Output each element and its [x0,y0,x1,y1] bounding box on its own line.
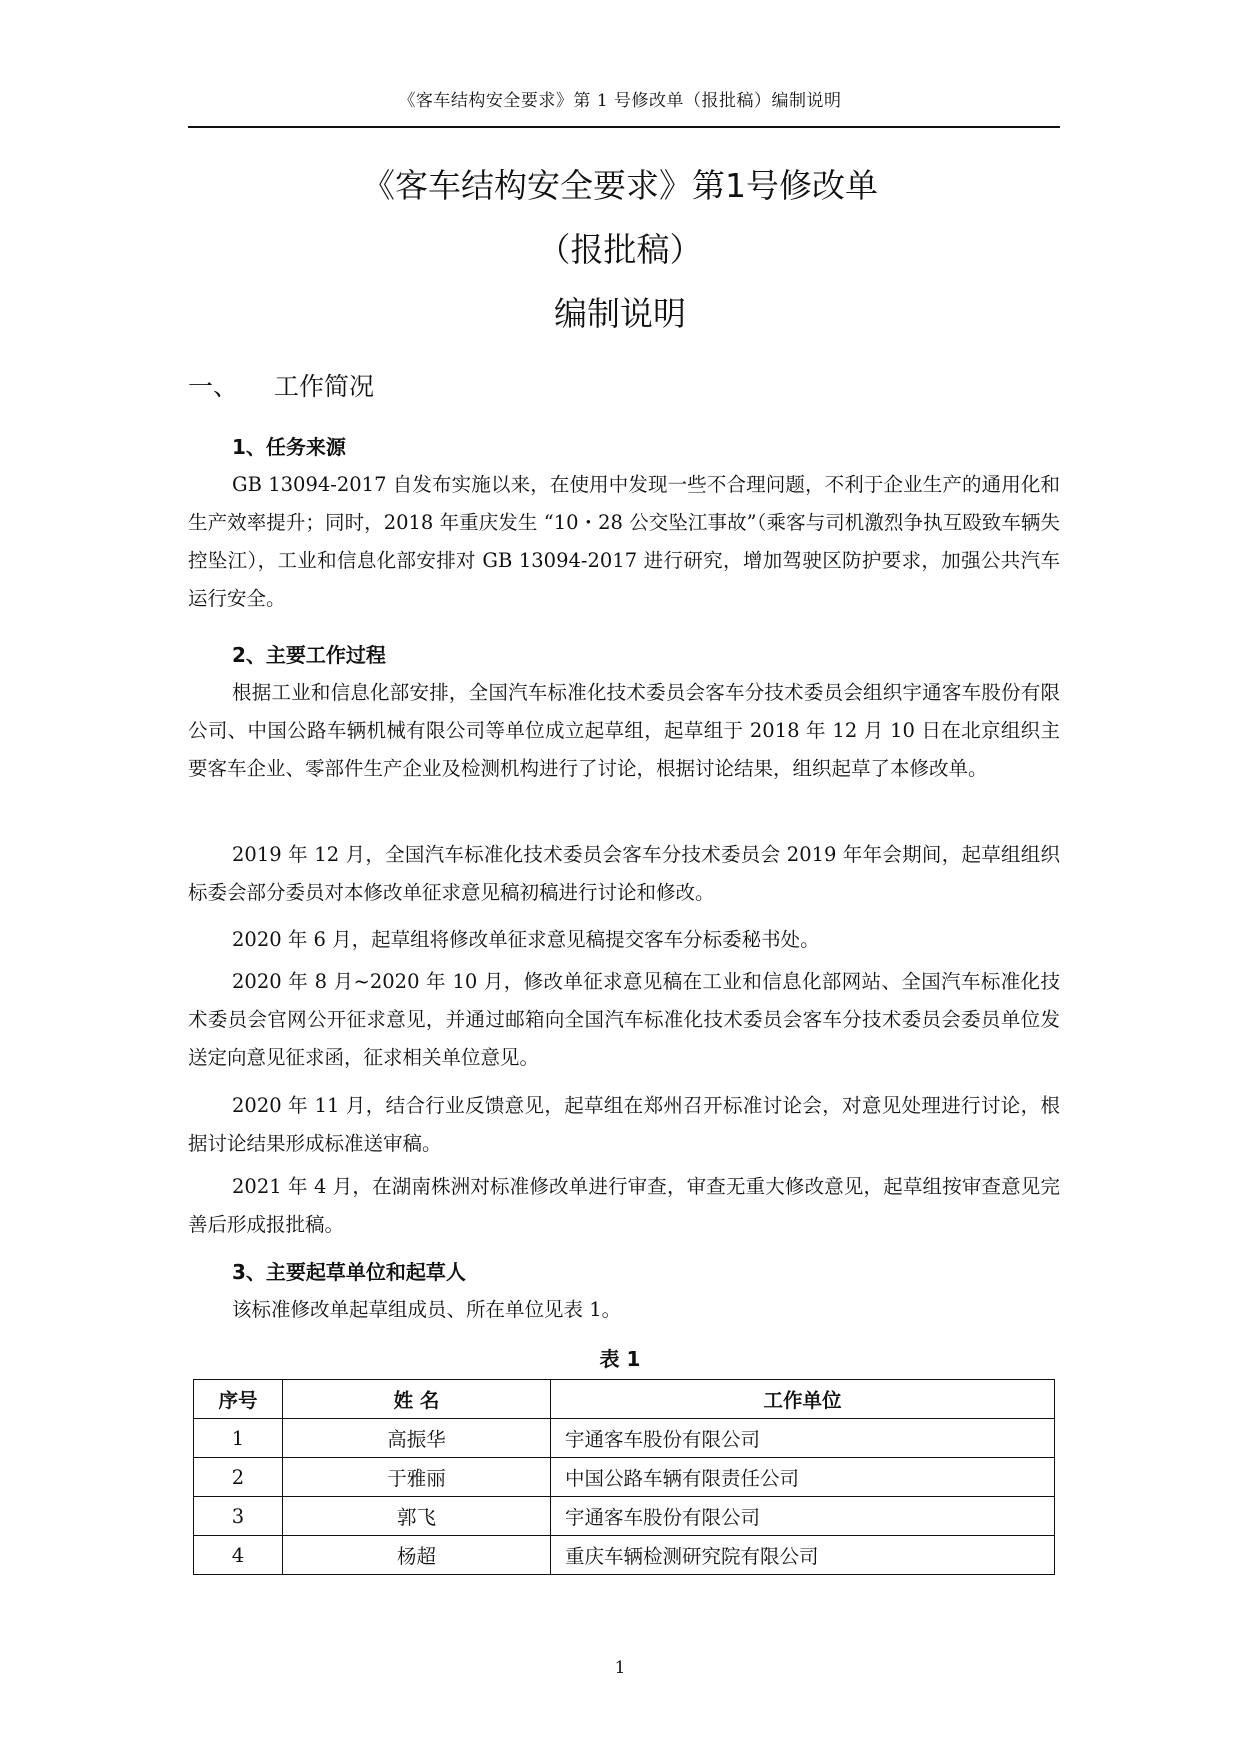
table-caption: 表 1 [599,1347,641,1371]
cell-no: 2 [194,1458,283,1497]
cell-no: 4 [194,1536,283,1575]
table-row [194,1497,1055,1536]
table-header-row [194,1380,1055,1419]
cell-unit: 宇通客车股份有限公司 [551,1497,1055,1536]
table-row [194,1458,1055,1497]
subsection-heading-task-source: 1、任务来源 [232,435,346,459]
paragraph: 根据工业和信息化部安排，全国汽车标准化技术委员会客车分技术委员会组织宇通客车股份有限公司、中国公路车辆机械有限公司等单位成立起草组，起草组于 2018 年 12 月 10 日在北京组织主要客车企业、零部件生产企业及检测机构进行了讨论，根据讨论结果，组织起草了本修改单。 [188,681,1060,780]
column-header-no: 序号 [194,1380,283,1419]
paragraph: 2021 年 4 月，在湖南株洲对标准修改单进行审查，审查无重大修改意见，起草组按审查意见完善后形成报批稿。 [188,1175,1060,1236]
cell-name: 高振华 [283,1419,551,1458]
paragraph: 2020 年 8 月~2020 年 10 月，修改单征求意见稿在工业和信息化部网站、全国汽车标准化技术委员会官网公开征求意见，并通过邮箱向全国汽车标准化技术委员会客车分技术委员会委员单位发送定向意见征求函，征求相关单位意见。 [188,970,1060,1069]
document-subtitle-draft: （报批稿） [537,230,703,269]
cell-no: 1 [194,1419,283,1458]
paragraph: 2019 年 12 月，全国汽车标准化技术委员会客车分技术委员会 2019 年年会期间，起草组组织标委会部分委员对本修改单征求意见稿初稿进行讨论和修改。 [188,843,1060,904]
page-number: 1 [614,1658,626,1678]
cell-name: 郭飞 [283,1497,551,1536]
column-header-unit: 工作单位 [551,1380,1055,1419]
table-row [194,1419,1055,1458]
drafters-table [193,1379,1055,1575]
cell-name: 于雅丽 [283,1458,551,1497]
cell-unit: 重庆车辆检测研究院有限公司 [551,1536,1055,1575]
column-header-name: 姓 名 [283,1380,551,1419]
document-subtitle-explanation: 编制说明 [554,294,686,333]
document-title: 《客车结构安全要求》第1号修改单 [362,166,878,205]
cell-no: 3 [194,1497,283,1536]
section-number: 一、 [188,372,239,401]
cell-unit: 中国公路车辆有限责任公司 [551,1458,1055,1497]
subsection-heading-drafters: 3、主要起草单位和起草人 [232,1260,466,1284]
cell-name: 杨超 [283,1536,551,1575]
header-rule [188,126,1060,128]
paragraph: 2020 年 6 月，起草组将修改单征求意见稿提交客车分标委秘书处。 [232,928,820,951]
paragraph: GB 13094-2017 自发布实施以来，在使用中发现一些不合理问题，不利于企业生产的通用化和生产效率提升；同时，2018 年重庆发生 “10・28 公交坠江事故”（乘客与司机激烈争执互殴致车辆失控坠江），工业和信息化部安排对 GB 13094-2017 进行研究，增加驾驶区防护要求，加强公共汽车运行安全。 [188,473,1060,610]
paragraph: 2020 年 11 月，结合行业反馈意见，起草组在郑州召开标准讨论会，对意见处理进行讨论，根据讨论结果形成标准送审稿。 [188,1094,1060,1155]
running-header: 《客车结构安全要求》第 1 号修改单（报批稿）编制说明 [398,91,842,111]
paragraph: 该标准修改单起草组成员、所在单位见表 1。 [232,1298,622,1321]
section-heading [188,367,374,403]
cell-unit: 宇通客车股份有限公司 [551,1419,1055,1458]
subsection-heading-work-process: 2、主要工作过程 [232,643,386,667]
section-title: 工作简况 [274,372,375,401]
table-row [194,1536,1055,1575]
